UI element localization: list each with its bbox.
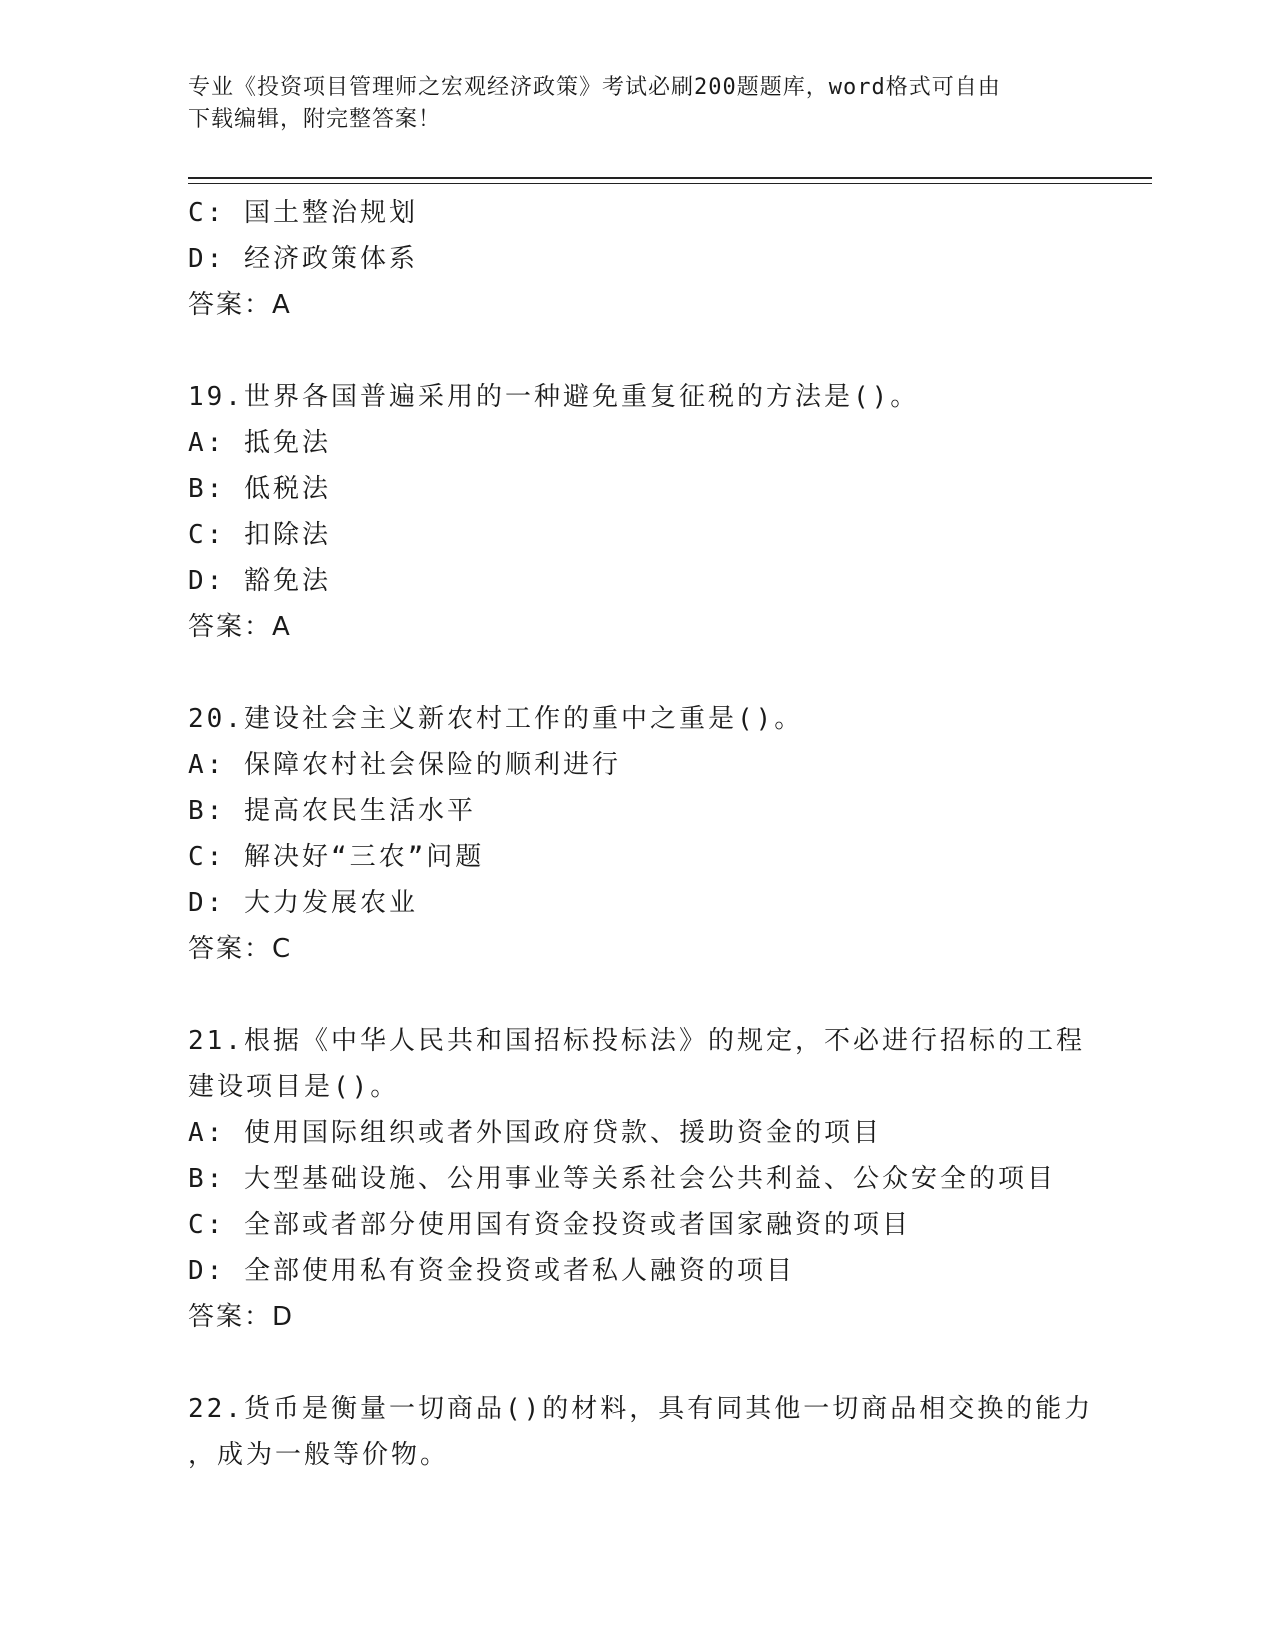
prev-question-block: [188, 190, 1088, 328]
option-c: C: 全部或者部分使用国有资金投资或者国家融资的项目: [188, 1210, 911, 1240]
answer-line: 答案：A: [188, 612, 292, 642]
option-a: A: 保障农村社会保险的顺利进行: [188, 750, 621, 780]
question-stem-line-2: 建设项目是()。: [188, 1072, 400, 1102]
answer-line: 答案：D: [188, 1302, 295, 1332]
option-d: D: 全部使用私有资金投资或者私人融资的项目: [188, 1256, 795, 1286]
option-b: B: 低税法: [188, 474, 331, 504]
option-a: A: 使用国际组织或者外国政府贷款、援助资金的项目: [188, 1118, 882, 1148]
question-content: [188, 190, 1094, 1478]
option-d: D: 大力发展农业: [188, 888, 418, 918]
spacer: [188, 650, 1088, 696]
question-stem: 19.世界各国普遍采用的一种避免重复征税的方法是()。: [188, 382, 920, 412]
answer-line: 答案：C: [188, 934, 293, 964]
option-a: A: 抵免法: [188, 428, 331, 458]
question-stem-line-1: 21.根据《中华人民共和国招标投标法》的规定，不必进行招标的工程: [188, 1026, 1085, 1056]
option-d: D: 经济政策体系: [188, 244, 418, 274]
question-21: [188, 1018, 1088, 1340]
question-stem-line-1: 22.货币是衡量一切商品()的材料，具有同其他一切商品相交换的能力: [188, 1394, 1094, 1424]
spacer: [188, 1340, 1088, 1386]
question-stem-line-2: ，成为一般等价物。: [188, 1440, 450, 1470]
question-20: [188, 696, 1088, 972]
option-d: D: 豁免法: [188, 566, 331, 596]
spacer: [188, 972, 1088, 1018]
option-b: B: 大型基础设施、公用事业等关系社会公共利益、公众安全的项目: [188, 1164, 1056, 1194]
question-22: [188, 1386, 1094, 1478]
spacer: [188, 328, 1088, 374]
option-c: C: 解决好“三农”问题: [188, 842, 485, 872]
header-line-1: 专业《投资项目管理师之宏观经济政策》考试必刷200题题库，word格式可自由: [188, 75, 1001, 100]
header-line-2: 下载编辑，附完整答案！: [188, 107, 442, 132]
option-b: B: 提高农民生活水平: [188, 796, 476, 826]
question-19: [188, 374, 1088, 650]
header-rule-thick: [188, 177, 1152, 179]
question-stem: 20.建设社会主义新农村工作的重中之重是()。: [188, 704, 804, 734]
header-rule-thin: [188, 183, 1152, 184]
page-header: [188, 72, 1088, 136]
option-c: C: 扣除法: [188, 520, 331, 550]
option-c: C: 国土整治规划: [188, 198, 418, 228]
answer-line: 答案：A: [188, 290, 292, 320]
